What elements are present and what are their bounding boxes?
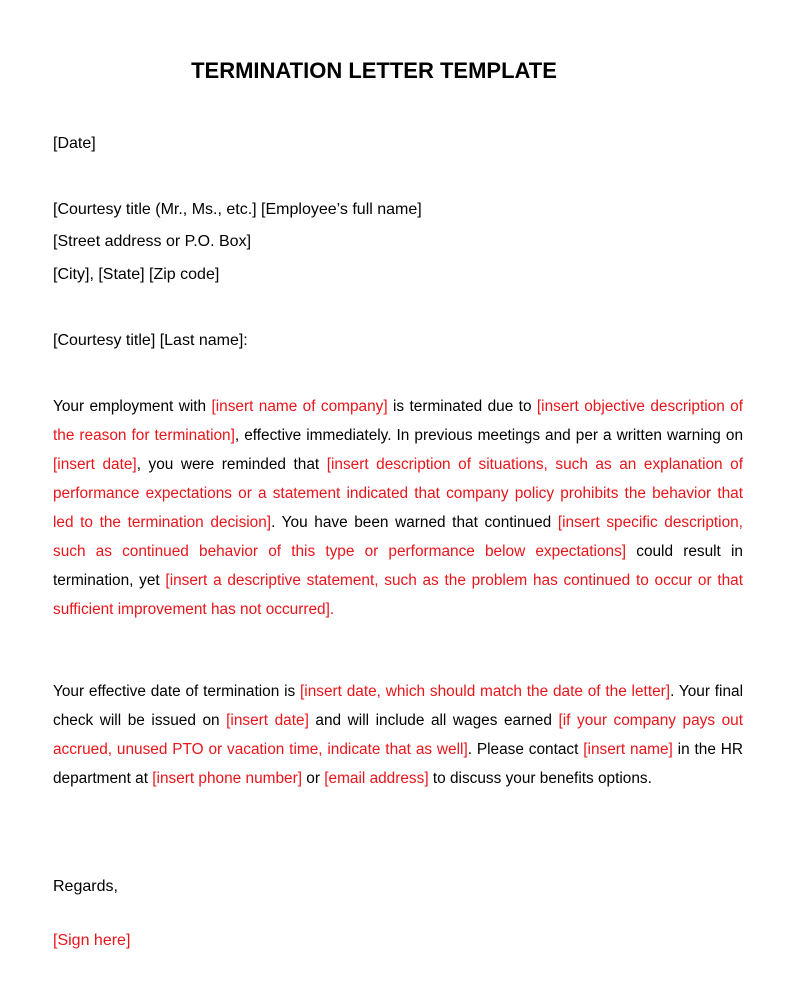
placeholder-text: [insert name] <box>583 741 673 758</box>
address-line-name: [Courtesy title (Mr., Ms., etc.] [Employee’s full name] <box>53 201 422 218</box>
body-text: Your effective date of termination is <box>53 683 300 700</box>
placeholder-text: [insert description of situations, such as an explanation of performance expectations or a statement indicated that company policy prohibits the behavior that led to the termination decision] <box>53 456 744 531</box>
placeholder-text: [insert specific description, such as continued behavior of this type or performance below expectations] <box>53 514 743 560</box>
body-text: . Please contact <box>467 741 584 758</box>
placeholder-text: [insert date, which should match the date of the letter] <box>300 683 671 700</box>
body-text: , you were reminded that <box>136 456 327 473</box>
document-title: TERMINATION LETTER TEMPLATE <box>191 58 557 83</box>
body-text: . Your final check will be issued on <box>53 683 743 729</box>
body-text: Your employment with <box>53 398 212 415</box>
body-text: or <box>301 770 325 787</box>
body-paragraph-2 <box>53 677 743 793</box>
address-line-street: [Street address or P.O. Box] <box>53 233 252 250</box>
closing: Regards, <box>53 878 118 895</box>
placeholder-text: [if your company pays out accrued, unused PTO or vacation time, indicate that as well] <box>53 712 743 758</box>
placeholder-text: [email address] <box>324 770 429 787</box>
date-line: [Date] <box>53 135 96 152</box>
salutation: [Courtesy title] [Last name]: <box>53 332 248 349</box>
placeholder-text: [insert phone number] <box>152 770 302 787</box>
placeholder-text: [insert date] <box>226 712 309 729</box>
body-text: is terminated due to <box>387 398 537 415</box>
body-text: could result in termination, yet <box>53 543 743 589</box>
body-text: in the HR department at <box>53 741 743 787</box>
placeholder-text: [insert date] <box>53 456 137 473</box>
address-line-city: [City], [State] [Zip code] <box>53 266 220 283</box>
body-text: , effective immediately. In previous meetings and per a written warning on <box>234 427 743 444</box>
signature-placeholder: [Sign here] <box>53 932 131 949</box>
placeholder-text: [insert a descriptive statement, such as the problem has continued to occur or that sufficient improvement has not occurred]. <box>53 572 743 618</box>
body-text: . You have been warned that continued <box>271 514 558 531</box>
body-text: and will include all wages earned <box>308 712 559 729</box>
placeholder-text: [insert name of company] <box>211 398 388 415</box>
body-paragraph-1 <box>53 392 743 624</box>
placeholder-text: [insert objective description of the reason for termination] <box>53 398 743 444</box>
body-text: to discuss your benefits options. <box>428 770 652 787</box>
